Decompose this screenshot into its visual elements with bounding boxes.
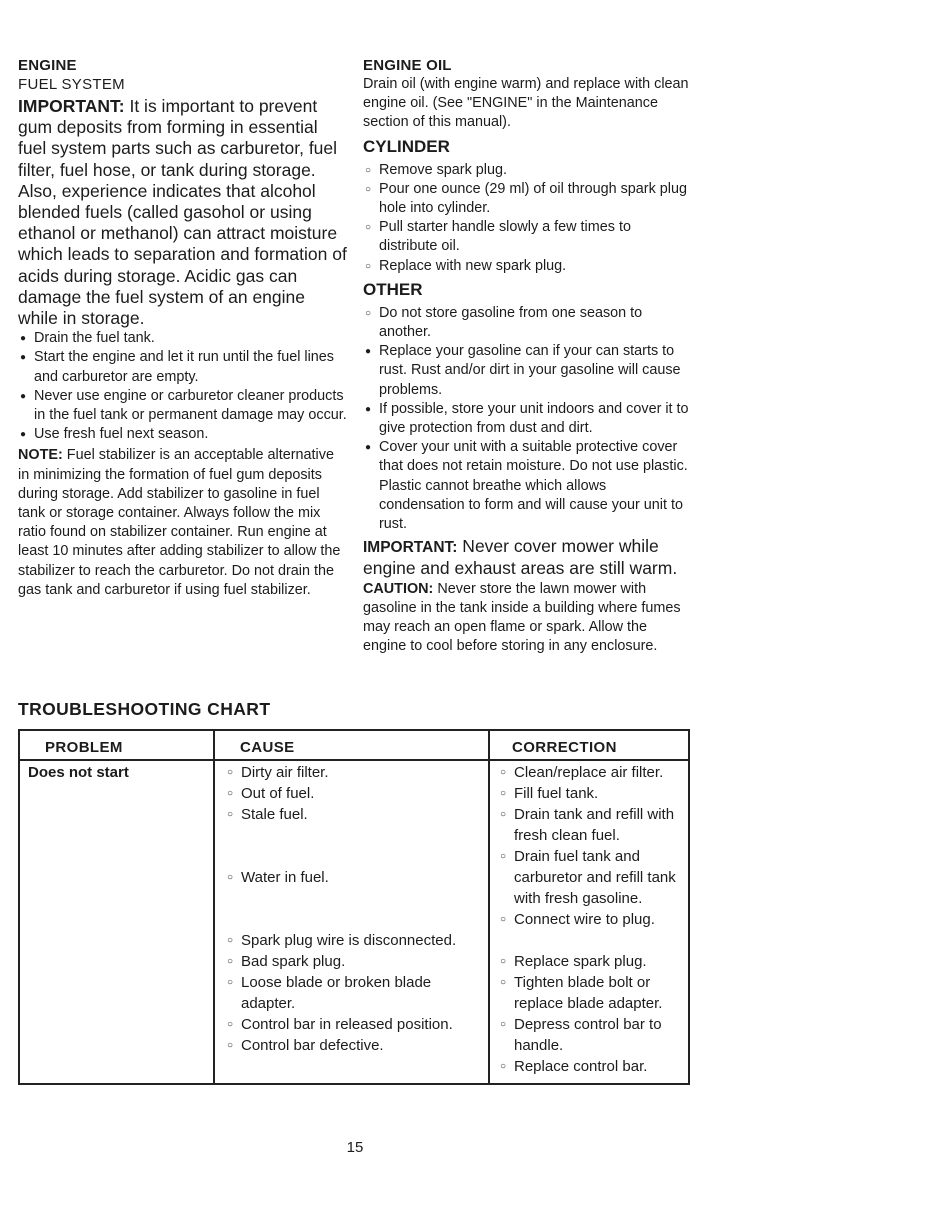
list-item xyxy=(18,329,348,348)
list-item xyxy=(363,257,693,276)
correction-text: Replace control bar. xyxy=(514,1058,648,1075)
bullet-icon: ○ xyxy=(227,1040,234,1051)
bullet-icon: ○ xyxy=(500,851,507,862)
cause-text: Spark plug wire is disconnected. xyxy=(241,932,457,949)
left-column xyxy=(18,56,348,600)
correction-cell xyxy=(489,760,689,1084)
bullet-icon: ● xyxy=(20,429,27,441)
list-item xyxy=(363,438,693,534)
engine-oil-heading: ENGINE OIL xyxy=(363,57,452,74)
caution-text: Never store the lawn mower with gasoline in the tank inside a building where fumes may reach an open flame or spark. Allow the engine to cool before storing in any enclosure. xyxy=(363,580,681,655)
correction-text: Connect wire to plug. xyxy=(514,911,655,928)
cause-text: Dirty air filter. xyxy=(241,764,329,781)
bullet-icon: ● xyxy=(365,403,372,415)
important-text: Never cover mower while engine and exhaust areas are still warm. xyxy=(363,536,678,579)
fuel-system-subheading: FUEL SYSTEM xyxy=(18,76,125,93)
important-text: It is important to prevent gum deposits from forming in essential fuel system parts such as carburetor, fuel filter, fuel hose, or tank during storage. Also, experience indicates that alcohol blended fuels (called gasohol or using ethanol or methanol) can attract moisture which leads to separation and formation of acids during storage. Acidic gas can damage the fuel system of an engine while in storage. xyxy=(18,96,347,329)
correction-text: Drain fuel tank and carburetor and refill tank with fresh gasoline. xyxy=(514,848,676,907)
right-column xyxy=(363,56,693,656)
page-number: 15 xyxy=(346,1139,364,1156)
bullet-icon: ○ xyxy=(227,1019,234,1030)
correction-item xyxy=(498,804,688,846)
list-item xyxy=(18,387,348,425)
correction-item xyxy=(498,846,688,909)
cause-item xyxy=(225,1014,488,1035)
bullet-icon: ○ xyxy=(500,1019,507,1030)
correction-text: Drain tank and refill with fresh clean fuel. xyxy=(514,806,675,844)
bullet-text: Never use engine or carburetor cleaner products in the fuel tank or permanent damage may occur. xyxy=(34,387,347,424)
cause-item xyxy=(225,762,488,783)
bullet-icon: ○ xyxy=(227,809,234,820)
correction-item xyxy=(498,1014,688,1056)
important-paragraph xyxy=(18,96,348,329)
bullet-icon: ○ xyxy=(500,977,507,988)
cause-text: Water in fuel. xyxy=(241,869,329,886)
engine-heading: ENGINE xyxy=(18,57,77,74)
bullet-icon: ○ xyxy=(500,767,507,778)
correction-item xyxy=(498,909,688,951)
list-item xyxy=(363,161,693,180)
bullet-icon: ○ xyxy=(365,164,372,176)
cause-text: Control bar in released position. xyxy=(241,1016,453,1033)
cause-item xyxy=(225,804,488,867)
cause-item xyxy=(225,783,488,804)
bullet-icon: ○ xyxy=(500,956,507,967)
correction-item xyxy=(498,951,688,972)
problem-cell xyxy=(19,760,214,1084)
bullet-text: If possible, store your unit indoors and cover it to give protection from dust and dirt. xyxy=(379,400,689,437)
list-item xyxy=(363,218,693,256)
problem-text: Does not start xyxy=(28,764,129,781)
list-item xyxy=(18,348,348,386)
bullet-text: Cover your unit with a suitable protective cover that does not retain moisture. Do not use plastic. Plastic cannot breathe which allows condensation to form and will cause your unit to rust. xyxy=(379,439,688,533)
caution-label: CAUTION: xyxy=(363,580,434,597)
engine-oil-text: Drain oil (with engine warm) and replace with clean engine oil. (See "ENGINE" in the Maintenance section of this manual). xyxy=(363,76,689,131)
fuel-bullets xyxy=(18,329,348,444)
bullet-icon: ● xyxy=(20,333,27,345)
bullet-icon: ○ xyxy=(500,1061,507,1072)
note-label: NOTE: xyxy=(18,447,63,464)
other-bullets xyxy=(363,304,693,534)
correction-text: Depress control bar to handle. xyxy=(514,1016,662,1054)
cause-item xyxy=(225,1035,488,1056)
bullet-icon: ● xyxy=(20,352,27,364)
cause-cell xyxy=(214,760,489,1084)
troubleshooting-chart-title: TROUBLESHOOTING CHART xyxy=(18,699,271,719)
note-text: Fuel stabilizer is an acceptable alternative in minimizing the formation of fuel gum deposits during storage. Add stabilizer to gasoline in fuel tank or storage container. Always follow the mix ratio found on stabilizer container. Run engine at least 10 minutes after adding stabilizer to allow the stabilizer to reach the carburetor. Do not drain the gas tank and carburetor if using fuel stabilizer. xyxy=(18,447,341,598)
important-label: IMPORTANT: xyxy=(18,96,125,116)
bullet-icon: ○ xyxy=(365,222,372,234)
table-header-row xyxy=(19,730,689,760)
bullet-icon: ● xyxy=(20,390,27,402)
cylinder-heading: CYLINDER xyxy=(363,136,450,156)
correction-item xyxy=(498,762,688,783)
bullet-icon: ○ xyxy=(500,788,507,799)
cause-text: Out of fuel. xyxy=(241,785,315,802)
correction-item xyxy=(498,972,688,1014)
bullet-text: Use fresh fuel next season. xyxy=(34,426,209,443)
bullet-icon: ○ xyxy=(227,788,234,799)
header-correction: CORRECTION xyxy=(489,730,689,760)
important-label: IMPORTANT: xyxy=(363,539,458,557)
cause-text: Stale fuel. xyxy=(241,806,308,823)
table-row xyxy=(19,760,689,1084)
bullet-icon: ● xyxy=(365,442,372,454)
other-heading: OTHER xyxy=(363,279,423,299)
bullet-icon: ○ xyxy=(227,977,234,988)
bullet-text: Pull starter handle slowly a few times to distribute oil. xyxy=(379,219,631,255)
list-item xyxy=(18,425,348,444)
troubleshooting-table xyxy=(18,729,690,1085)
bullet-text: Remove spark plug. xyxy=(379,161,507,178)
bullet-icon: ○ xyxy=(500,809,507,820)
correction-text: Fill fuel tank. xyxy=(514,785,599,802)
bullet-icon: ○ xyxy=(365,307,372,319)
bullet-text: Start the engine and let it run until the fuel lines and carburetor are empty. xyxy=(34,349,334,385)
correction-text: Tighten blade bolt or replace blade adapter. xyxy=(514,974,663,1012)
caution-paragraph xyxy=(363,580,693,657)
cause-item xyxy=(225,930,488,951)
bullet-icon: ● xyxy=(365,346,372,358)
cause-text: Loose blade or broken blade adapter. xyxy=(241,974,432,1012)
bullet-text: Do not store gasoline from one season to another. xyxy=(379,304,643,341)
bullet-icon: ○ xyxy=(365,183,372,195)
list-item xyxy=(363,342,693,400)
correction-text: Replace spark plug. xyxy=(514,953,647,970)
list-item xyxy=(363,400,693,438)
bullet-text: Replace your gasoline can if your can starts to rust. Rust and/or dirt in your gasoline will cause problems. xyxy=(379,343,681,398)
bullet-icon: ○ xyxy=(227,872,234,883)
header-problem: PROBLEM xyxy=(19,730,214,760)
important-warm-paragraph xyxy=(363,536,693,579)
bullet-icon: ○ xyxy=(365,260,372,272)
correction-text: Clean/replace air filter. xyxy=(514,764,664,781)
bullet-text: Pour one ounce (29 ml) of oil through spark plug hole into cylinder. xyxy=(379,180,687,217)
bullet-text: Replace with new spark plug. xyxy=(379,257,567,274)
cause-item xyxy=(225,867,488,930)
bullet-icon: ○ xyxy=(227,935,234,946)
correction-item xyxy=(498,1056,688,1077)
header-cause: CAUSE xyxy=(214,730,489,760)
bullet-text: Drain the fuel tank. xyxy=(34,330,155,347)
cause-item xyxy=(225,972,488,1014)
bullet-icon: ○ xyxy=(227,956,234,967)
bullet-icon: ○ xyxy=(500,914,507,925)
cause-text: Bad spark plug. xyxy=(241,953,346,970)
list-item xyxy=(363,180,693,218)
cause-item xyxy=(225,951,488,972)
correction-item xyxy=(498,783,688,804)
cylinder-bullets xyxy=(363,161,693,276)
list-item xyxy=(363,304,693,342)
note-paragraph xyxy=(18,446,348,600)
cause-text: Control bar defective. xyxy=(241,1037,384,1054)
bullet-icon: ○ xyxy=(227,767,234,778)
